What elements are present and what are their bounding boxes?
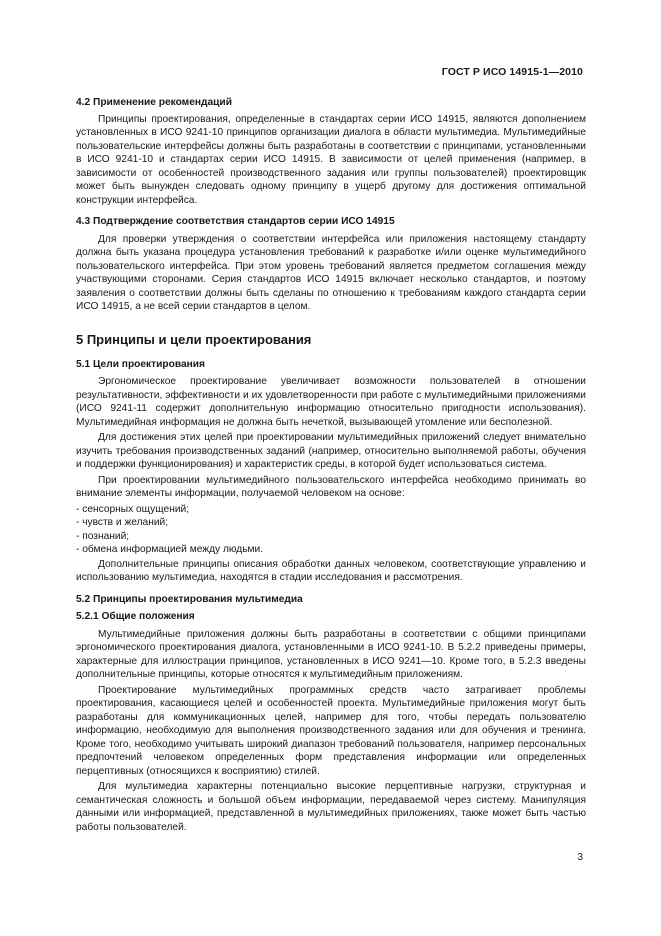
list-item: - обмена информацией между людьми. [76, 544, 264, 555]
section-5-2-1-paragraph-1: Мультимедийные приложения должны быть разработаны в соответствии с общими принципами эргономического проектирования диалога, установленными в ИСО 9241-10. В 5.2.2 приведены примеры, характерные для иллюстрации принципов, установленных в ИСО 9241—10. Кроме того, в 5.2.3 введены дополнительные принципы, которые относятся к мультимедийным приложениям. [76, 628, 586, 680]
section-5-1-heading: 5.1 Цели проектирования [76, 358, 206, 370]
section-5-1-paragraph-2: Для достижения этих целей при проектировании мультимедийных приложений следует внимательно изучить требования производственных заданий (например, относительно выполняемой работы, обучения и поддержки функционирования) и характеристик среды, в которой будет использоваться система. [76, 432, 586, 470]
section-4-2-paragraph: Принципы проектирования, определенные в стандартах серии ИСО 14915, являются дополнением установленных в ИСО 9241-10 принципов организации диалога в области мультимедиа. Мультимедийные пользовательские интерфейсы должны быть разработаны в соответствии с принципами, установленными в ИСО 9241-10 и стандартах серии ИСО 14915. В зависимости от целей применения (например, в зависимости от особенностей производственного задания или группы пользователей) проектировщик может быть вынужден следовать одному принципу в ущерб другому для достижения оптимальной конструкции интерфейса. [76, 113, 586, 206]
document-body [76, 96, 586, 836]
section-5-1-paragraph-1: Эргономическое проектирование увеличивает возможности пользователей в отношении результативности, эффективности и их удовлетворенности при работе с мультимедийными приложениями (ИСО 9241-11 содержит дополнительную информацию относительно пригодности использования). Мультимедийная информация не должна быть нечеткой, вызывающей утомление или бесполезной. [76, 376, 586, 428]
section-5-heading: 5 Принципы и цели проектирования [76, 331, 312, 347]
section-4-3-paragraph: Для проверки утверждения о соответствии интерфейса или приложения настоящему стандарту должна быть указана процедура установления требований к разработке и/или оценке мультимедийного пользовательского интерфейса. При этом уровень требований является предметом соглашения между участвующими сторонами. Серия стандартов ИСО 14915 включает несколько стандартов, и поэтому заявления о соответствии должны быть сделаны по отношению к требованиям каждого стандарта серии ИСО 14915, а не всей серии стандартов в целом. [76, 233, 586, 312]
list-item: - познаний; [76, 530, 130, 542]
section-5-2-1-paragraph-3: Для мультимедиа характерны потенциально высокие перцептивные нагрузки, структурная и семантическая сложность и большой объем информации, передаваемой через систему. Манипуляция данными или информацией, представленной в мультимедийных приложениях, также может быть частью работы пользователей. [76, 781, 586, 833]
section-4-3-heading: 4.3 Подтверждение соответствия стандартов серии ИСО 14915 [76, 216, 395, 227]
information-sources-list [76, 503, 586, 557]
list-item: - сенсорных ощущений; [76, 503, 190, 515]
section-5-2-heading: 5.2 Принципы проектирования мультимедиа [76, 593, 303, 605]
section-4-2-heading: 4.2 Применение рекомендаций [76, 97, 232, 108]
list-item: - чувств и желаний; [76, 517, 169, 528]
section-5-1-paragraph-4: Дополнительные принципы описания обработки данных человеком, соответствующие управлению и использованию мультимедиа, находятся в стадии исследования и рассмотрения. [76, 558, 586, 583]
section-5-2-1-paragraph-2: Проектирование мультимедийных программных средств часто затрагивает проблемы проектирования, касающиеся целей и особенностей проекта. Мультимедийные приложения могут быть разработаны для коммуникационных целей, например для того, чтобы передать пользователю информацию, необходимую для выполнения производственного задания или для обучения и тренинга. Кроме того, необходимо учитывать широкий диапазон требований пользователя, например персональных предпочтений человеком определенных форм представления информации или определенных перцептивных (относящихся к восприятию) стилей. [76, 684, 586, 777]
section-5-1-paragraph-3: При проектировании мультимедийного пользовательского интерфейса необходимо принимать во внимание элементы информации, получаемой человеком на основе: [76, 474, 586, 499]
page-number: 3 [577, 852, 583, 863]
section-5-2-1-heading: 5.2.1 Общие положения [76, 611, 195, 622]
document-id-header: ГОСТ Р ИСО 14915-1—2010 [441, 66, 583, 78]
